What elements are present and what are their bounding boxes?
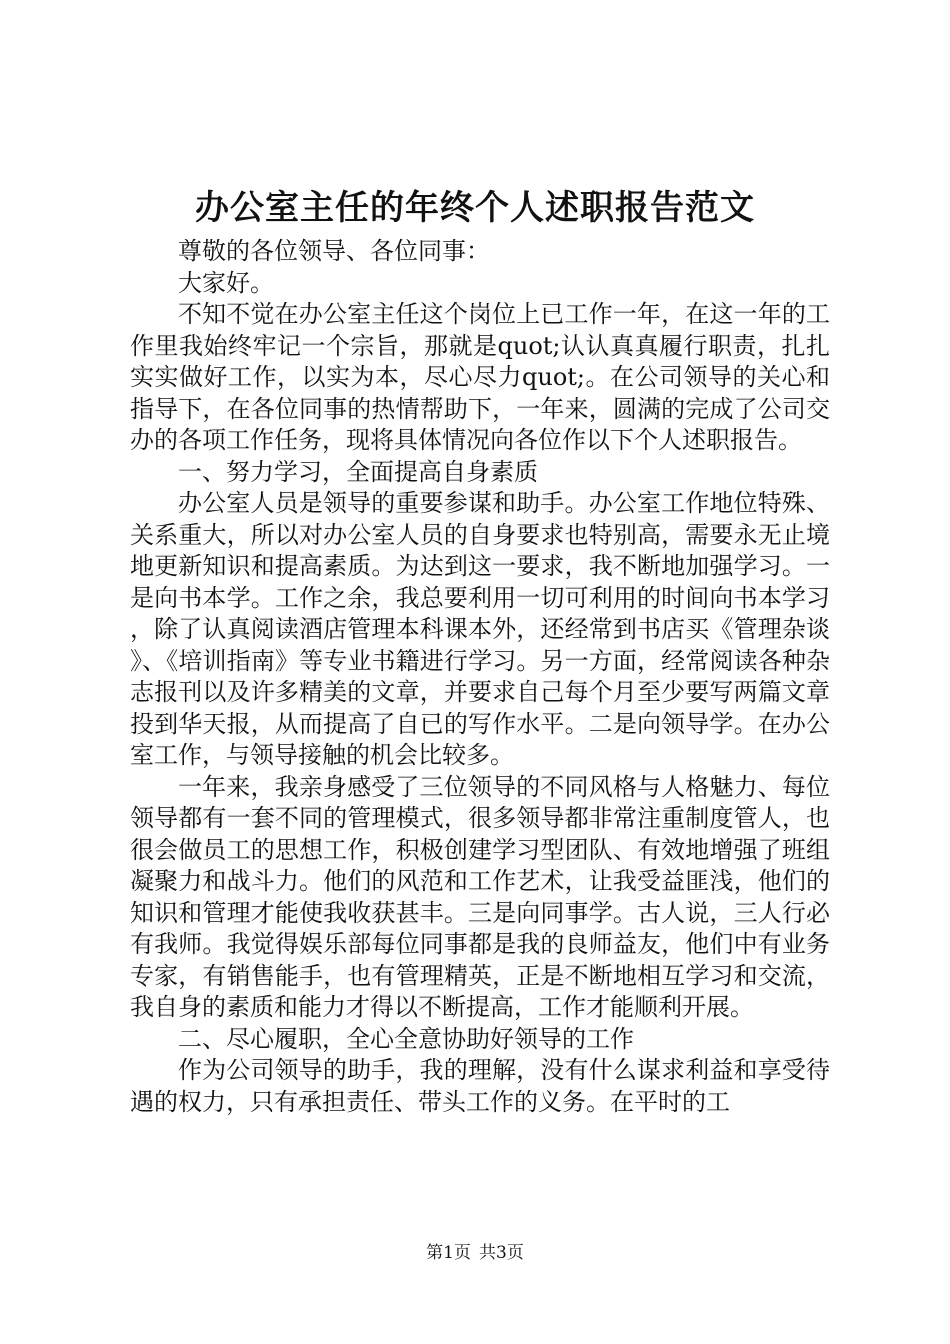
body-paragraph: 办公室人员是领导的重要参谋和助手。办公室工作地位特殊、关系重大，所以对办公室人员的自身要求也特别高，需要永无止境地更新知识和提高素质。为达到这一要求，我不断地加强学习。一是向书本学。工作之余，我总要利用一切可利用的时间向书本学习，除了认真阅读酒店管理本科课本外，还经常到书店买《管理杂谈》、《培训指南》等专业书籍进行学习。另一方面，经常阅读各种杂志报刊以及许多精美的文章，并要求自己每个月至少要写两篇文章投到华天报，从而提高了自已的写作水平。二是向领导学。在办公室工作，与领导接触的机会比较多。 <box>130 489 830 769</box>
document-body <box>130 236 830 1118</box>
body-paragraph: 一年来，我亲身感受了三位领导的不同风格与人格魅力、每位领导都有一套不同的管理模式，很多领导都非常注重制度管人，也很会做员工的思想工作，积极创建学习型团队、有效地增强了班组凝聚力和战斗力。他们的风范和工作艺术，让我受益匪浅，他们的知识和管理才能使我收获甚丰。三是向同事学。古人说，三人行必有我师。我觉得娱乐部每位同事都是我的良师益友，他们中有业务专家，有销售能手，也有管理精英，正是不断地相互学习和交流，我自身的素质和能力才得以不断提高，工作才能顺利开展。 <box>130 772 830 1021</box>
page-footer <box>0 1240 950 1266</box>
body-paragraph: 不知不觉在办公室主任这个岗位上已工作一年，在这一年的工作里我始终牢记一个宗旨，那就是quot;认认真真履行职责，扎扎实实做好工作，以实为本，尽心尽力quot;。在公司领导的关心和指导下，在各位同事的热情帮助下，一年来，圆满的完成了公司交办的各项工作任务，现将具体情况向各位作以下个人述职报告。 <box>130 300 830 454</box>
salutation: 尊敬的各位领导、各位同事： <box>178 237 490 265</box>
page-total: 共3页 <box>479 1243 524 1263</box>
greeting: 大家好。 <box>178 268 274 297</box>
section-heading: 二、尽心履职，全心全意协助好领导的工作 <box>178 1024 634 1053</box>
section-heading: 一、努力学习，全面提高自身素质 <box>178 457 538 486</box>
page-number: 第1页 <box>426 1243 471 1263</box>
body-paragraph: 作为公司领导的助手，我的理解，没有什么谋求利益和享受待遇的权力，只有承担责任、带头工作的义务。在平时的工 <box>130 1056 830 1116</box>
document-title: 办公室主任的年终个人述职报告范文 <box>195 188 755 228</box>
